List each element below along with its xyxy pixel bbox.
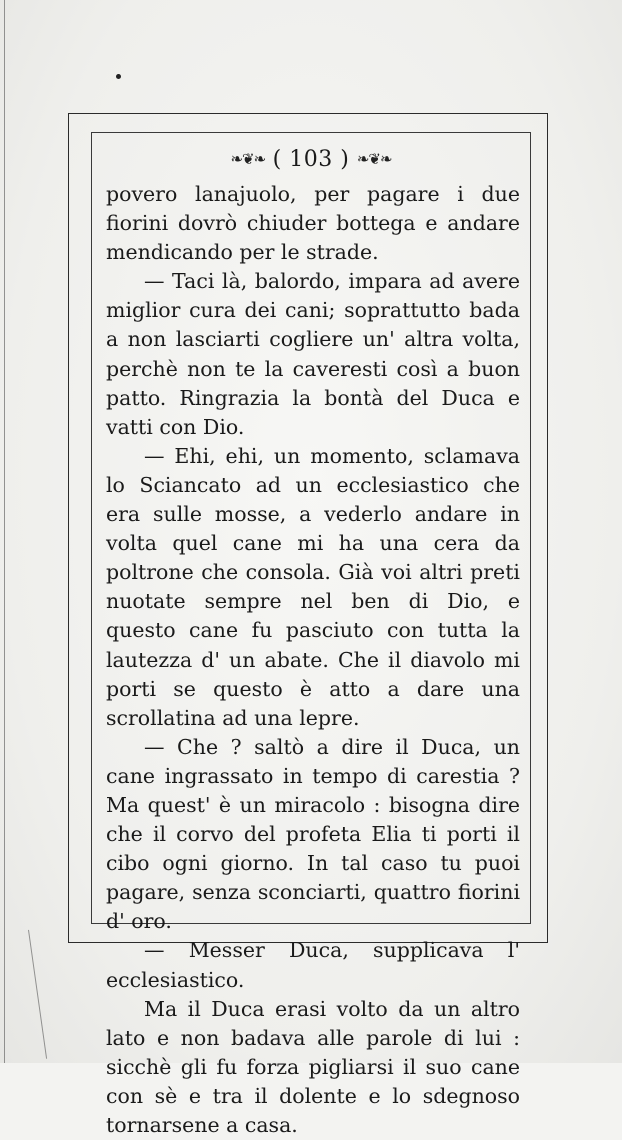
body-text: [106, 180, 520, 1140]
right-ornament-icon: ❧❦❧: [356, 150, 392, 168]
ink-dot: [116, 74, 121, 79]
paragraph-dialogue: — Messer Duca, supplicava l' ecclesiastico.: [106, 938, 520, 992]
page-edge-crease: [28, 930, 47, 1059]
page-number: ( 103 ): [272, 147, 350, 172]
paragraph-continuation: povero lanajuolo, per pagare i due fiorini dovrò chiuder bottega e andare mendicando per le strade.: [106, 182, 520, 265]
page-header: [91, 146, 531, 173]
paragraph-dialogue: — Che ? saltò a dire il Duca, un cane ingrassato in tempo di carestia ? Ma quest' è un miracolo : bisogna dire che il corvo del profeta Elia ti porti il cibo ogni giorno. In tal caso tu puoi pagare, senza sconciarti, quattro fiorini d' oro.: [106, 734, 520, 934]
paragraph-narration: Ma il Duca erasi volto da un altro lato e non badava alle parole di lui : sicchè gli fu forza pigliarsi il suo cane con sè e tra il dolente e lo sdegnoso tornarsene a casa.: [106, 996, 520, 1137]
page-edge-line: [4, 0, 5, 1063]
paragraph-dialogue: — Taci là, balordo, impara ad avere miglior cura dei cani; soprattutto bada a non lasciarti cogliere un' altra volta, perchè non te la caveresti così a buon patto. Ringrazia la bontà del Duca e vatti con Dio.: [106, 269, 520, 439]
paragraph-dialogue: — Ehi, ehi, un momento, sclamava lo Sciancato ad un ecclesiastico che era sulle mosse, a vederlo andare in volta quel cane mi ha una cera da poltrone che consola. Già voi altri preti nuotate sempre nel ben di Dio, e questo cane fu pasciuto con tutta la lautezza d' un abate. Che il diavolo mi porti se questo è atto a dare una scrollatina ad una lepre.: [106, 443, 520, 730]
left-ornament-icon: ❧❦❧: [230, 150, 266, 168]
